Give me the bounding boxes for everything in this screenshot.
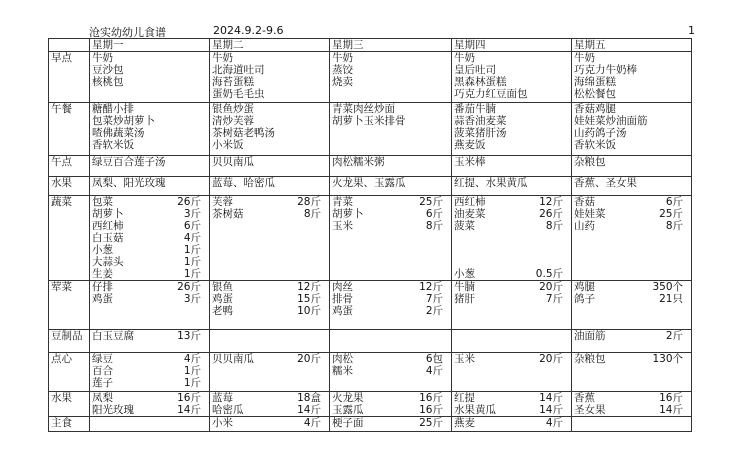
dish-name: 香软米饭 xyxy=(574,139,616,151)
row-label: 水果 xyxy=(49,392,90,417)
ingredient-quantity: 6斤 xyxy=(425,208,443,220)
ingredient-item xyxy=(332,208,449,220)
ingredient-name: 小葱 xyxy=(454,268,475,280)
meal-row xyxy=(49,177,692,196)
meal-row xyxy=(49,156,692,177)
meal-cell: 红提、水果黄瓜 xyxy=(452,177,572,196)
dish-name: 山药鸽子汤 xyxy=(574,127,627,139)
ingredient-cell xyxy=(330,281,452,330)
dish-name: 核桃包 xyxy=(92,76,124,88)
menu-table xyxy=(48,38,692,432)
meal-cell: 香蕉、圣女果 xyxy=(572,177,692,196)
ingredient-cell xyxy=(330,392,452,417)
ingredient-name: 梗子面 xyxy=(332,417,364,429)
ingredient-item xyxy=(212,305,327,317)
ingredient-item xyxy=(454,404,569,416)
ingredient-name: 银鱼 xyxy=(212,281,233,293)
dish-name: 烧卖 xyxy=(332,76,353,88)
meal-cell: 凤梨、阳光玫瑰 xyxy=(90,177,210,196)
ingredient-quantity: 1斤 xyxy=(183,365,201,377)
ingredient-quantity: 350个 xyxy=(652,281,683,293)
ingredient-item xyxy=(212,281,327,293)
ingredient-quantity: 25斤 xyxy=(419,196,443,208)
dish-name: 松松餐包 xyxy=(574,88,616,100)
meal-cell xyxy=(90,52,210,103)
ingredient-quantity: 21只 xyxy=(659,293,683,305)
meal-cell xyxy=(210,103,330,156)
ingredient-name: 芙蓉 xyxy=(212,196,233,208)
ingredient-name: 水果黄瓜 xyxy=(454,404,496,416)
dish-name: 包菜炒胡萝卜 xyxy=(92,115,155,127)
ingredient-quantity: 6斤 xyxy=(665,196,683,208)
ingredient-item xyxy=(92,330,207,342)
meal-cell xyxy=(572,52,692,103)
ingredient-quantity: 12斤 xyxy=(539,196,563,208)
row-label: 点心 xyxy=(49,353,90,392)
meal-cell xyxy=(90,103,210,156)
ingredient-cell xyxy=(210,417,330,432)
ingredient-cell xyxy=(330,417,452,432)
ingredient-cell xyxy=(330,330,452,353)
ingredient-item xyxy=(92,268,207,280)
ingredient-name: 香菇 xyxy=(574,196,595,208)
day-header: 星期四 xyxy=(452,39,572,52)
ingredient-item xyxy=(332,392,449,404)
dish-name: 北海道吐司 xyxy=(212,64,265,76)
ingredient-cell xyxy=(572,196,692,281)
page-header xyxy=(0,0,732,38)
ingredient-item xyxy=(92,196,207,208)
ingredient-cell xyxy=(452,281,572,330)
ingredient-name: 蓝莓 xyxy=(212,392,233,404)
ingredient-item xyxy=(574,330,689,342)
ingredient-name: 凤梨 xyxy=(92,392,113,404)
dish-name: 银鱼炒蛋 xyxy=(212,103,254,115)
ingredient-quantity: 8斤 xyxy=(665,220,683,232)
ingredient-quantity: 4斤 xyxy=(183,353,201,365)
ingredient-item xyxy=(332,353,449,365)
ingredient-quantity: 14斤 xyxy=(297,404,321,416)
ingredient-name: 小葱 xyxy=(92,244,113,256)
dish-name: 喳佛蔬菜汤 xyxy=(92,127,145,139)
dish-name: 青菜肉丝炒面 xyxy=(332,103,395,115)
ingredient-name: 茶树菇 xyxy=(212,208,244,220)
ingredient-quantity: 6包 xyxy=(425,353,443,365)
ingredient-item xyxy=(92,244,207,256)
dish-name: 牛奶 xyxy=(454,52,475,64)
ingredient-item xyxy=(92,293,207,305)
ingredient-name: 哈密瓜 xyxy=(212,404,244,416)
ingredient-name: 玉露瓜 xyxy=(332,404,364,416)
ingredient-name: 火龙果 xyxy=(332,392,364,404)
ingredient-name: 玉米 xyxy=(454,353,475,365)
ingredient-name: 牛腩 xyxy=(454,281,475,293)
ingredient-item xyxy=(92,208,207,220)
ingredient-cell xyxy=(90,353,210,392)
ingredient-cell xyxy=(90,417,210,432)
ingredient-item xyxy=(332,196,449,208)
ingredient-name: 肉丝 xyxy=(332,281,353,293)
ingredient-item xyxy=(454,220,569,232)
ingredient-quantity: 1斤 xyxy=(183,256,201,268)
ingredient-name: 包菜 xyxy=(92,196,113,208)
dish-name: 糖醋小排 xyxy=(92,103,134,115)
ingredient-item xyxy=(332,281,449,293)
ingredient-quantity: 3斤 xyxy=(183,208,201,220)
row-label: 午点 xyxy=(49,156,90,177)
ingredient-item xyxy=(92,281,207,293)
day-header-row xyxy=(49,39,692,52)
ingredient-cell xyxy=(330,196,452,281)
row-label: 水果 xyxy=(49,177,90,196)
ingredient-quantity: 25斤 xyxy=(659,208,683,220)
dish-name: 牛奶 xyxy=(92,52,113,64)
dish-name: 牛奶 xyxy=(332,52,353,64)
ingredient-item xyxy=(332,417,449,429)
meal-cell: 杂粮包 xyxy=(572,156,692,177)
ingredient-name: 玉米 xyxy=(332,220,353,232)
ingredient-cell xyxy=(572,417,692,432)
meal-cell xyxy=(330,103,452,156)
ingredient-item xyxy=(454,417,569,429)
ingredient-name: 圣女果 xyxy=(574,404,606,416)
ingredient-quantity: 4斤 xyxy=(303,417,321,429)
ingredient-quantity: 14斤 xyxy=(659,404,683,416)
meal-cell xyxy=(452,103,572,156)
ingredient-quantity: 25斤 xyxy=(419,417,443,429)
ingredient-name: 白玉豆腐 xyxy=(92,330,134,342)
ingredient-name: 阳光玫瑰 xyxy=(92,404,134,416)
ingredient-item xyxy=(92,353,207,365)
ingredient-item xyxy=(332,365,449,377)
ingredient-quantity xyxy=(563,232,569,244)
ingredient-cell xyxy=(572,353,692,392)
meal-row xyxy=(49,52,692,103)
dish-name: 巧克力红豆面包 xyxy=(454,88,528,100)
ingredient-name: 香蕉 xyxy=(574,392,595,404)
ingredient-cell xyxy=(572,330,692,353)
ingredient-item xyxy=(212,353,327,365)
ingredient-name: 肉松 xyxy=(332,353,353,365)
meal-cell xyxy=(452,52,572,103)
row-label: 蔬菜 xyxy=(49,196,90,281)
ingredient-cell xyxy=(90,330,210,353)
ingredient-name: 菠菜 xyxy=(454,220,475,232)
ingredient-cell xyxy=(330,353,452,392)
ingredient-item xyxy=(454,196,569,208)
ingredient-name: 鸡腿 xyxy=(574,281,595,293)
day-header: 星期三 xyxy=(330,39,452,52)
ingredient-quantity: 14斤 xyxy=(539,404,563,416)
ingredient-cell xyxy=(210,330,330,353)
ingredient-item xyxy=(212,196,327,208)
ingredient-item xyxy=(574,404,689,416)
ingredient-item xyxy=(92,220,207,232)
dish-name: 胡萝卜玉米排骨 xyxy=(332,115,406,127)
ingredient-quantity: 16斤 xyxy=(177,392,201,404)
ingredient-cell xyxy=(572,392,692,417)
ingredient-item xyxy=(454,244,569,256)
ingredient-quantity: 16斤 xyxy=(659,392,683,404)
dish-name: 豆沙包 xyxy=(92,64,124,76)
ingredient-row xyxy=(49,196,692,281)
ingredient-name: 油面筋 xyxy=(574,330,606,342)
ingredient-quantity: 1斤 xyxy=(183,377,201,389)
ingredient-item xyxy=(332,220,449,232)
meal-cell: 贝贝南瓜 xyxy=(210,156,330,177)
ingredient-quantity: 1斤 xyxy=(183,244,201,256)
ingredient-item xyxy=(574,196,689,208)
dish-name: 小米饭 xyxy=(212,139,244,151)
ingredient-quantity: 2斤 xyxy=(665,330,683,342)
dish-name: 巧克力牛奶棒 xyxy=(574,64,637,76)
ingredient-cell xyxy=(90,392,210,417)
menu-table-body xyxy=(49,39,692,432)
ingredient-name: 糯米 xyxy=(332,365,353,377)
dish-name: 海绵蛋糕 xyxy=(574,76,616,88)
dish-name: 牛奶 xyxy=(212,52,233,64)
ingredient-row xyxy=(49,392,692,417)
document-title: 沧实幼幼儿食谱 xyxy=(89,26,166,39)
dish-name: 黑森林蛋糕 xyxy=(454,76,507,88)
row-label: 午餐 xyxy=(49,103,90,156)
ingredient-item xyxy=(212,417,327,429)
ingredient-item xyxy=(212,404,327,416)
ingredient-quantity xyxy=(563,244,569,256)
ingredient-item xyxy=(92,256,207,268)
ingredient-quantity: 20斤 xyxy=(297,353,321,365)
ingredient-quantity: 15斤 xyxy=(297,293,321,305)
ingredient-item xyxy=(92,377,207,389)
ingredient-quantity: 28斤 xyxy=(297,196,321,208)
dish-name: 香软米饭 xyxy=(92,139,134,151)
ingredient-quantity: 12斤 xyxy=(297,281,321,293)
ingredient-quantity: 6斤 xyxy=(183,220,201,232)
dish-name: 娃娃菜炒油面筋 xyxy=(574,115,648,127)
ingredient-cell xyxy=(452,392,572,417)
ingredient-item xyxy=(332,305,449,317)
ingredient-row xyxy=(49,281,692,330)
ingredient-quantity: 26斤 xyxy=(177,281,201,293)
ingredient-item xyxy=(92,232,207,244)
meal-cell: 肉松糯米粥 xyxy=(330,156,452,177)
ingredient-quantity: 14斤 xyxy=(177,404,201,416)
ingredient-name: 山药 xyxy=(574,220,595,232)
row-label: 豆制品 xyxy=(49,330,90,353)
ingredient-name: 小米 xyxy=(212,417,233,429)
ingredient-row xyxy=(49,417,692,432)
ingredient-name: 白玉菇 xyxy=(92,232,124,244)
page-number: 1 xyxy=(688,24,695,37)
dish-name: 番茄牛腩 xyxy=(454,103,496,115)
ingredient-name: 鸡蛋 xyxy=(92,293,113,305)
dish-name: 蒸饺 xyxy=(332,64,353,76)
meal-cell xyxy=(572,103,692,156)
ingredient-cell xyxy=(210,392,330,417)
ingredient-name: 鸡蛋 xyxy=(332,305,353,317)
ingredient-name: 莲子 xyxy=(92,377,113,389)
ingredient-name: 胡萝卜 xyxy=(92,208,124,220)
ingredient-item xyxy=(92,365,207,377)
ingredient-name: 大蒜头 xyxy=(92,256,124,268)
ingredient-name: 绿豆 xyxy=(92,353,113,365)
ingredient-item xyxy=(454,293,569,305)
day-header: 星期一 xyxy=(90,39,210,52)
ingredient-quantity: 26斤 xyxy=(177,196,201,208)
ingredient-cell xyxy=(572,281,692,330)
ingredient-item xyxy=(454,232,569,244)
ingredient-name: 胡萝卜 xyxy=(332,208,364,220)
day-header: 星期五 xyxy=(572,39,692,52)
ingredient-cell xyxy=(452,417,572,432)
ingredient-item xyxy=(92,392,207,404)
meal-cell: 绿豆百合莲子汤 xyxy=(90,156,210,177)
ingredient-quantity: 130个 xyxy=(652,353,683,365)
ingredient-item xyxy=(92,404,207,416)
ingredient-name: 杂粮包 xyxy=(574,353,606,365)
dish-name: 香菇鸡腿 xyxy=(574,103,616,115)
ingredient-name: 生姜 xyxy=(92,268,113,280)
ingredient-quantity: 18盒 xyxy=(297,392,321,404)
ingredient-name: 西红柿 xyxy=(92,220,124,232)
ingredient-name: 鸡蛋 xyxy=(212,293,233,305)
ingredient-item xyxy=(574,208,689,220)
ingredient-item xyxy=(454,268,569,280)
ingredient-cell xyxy=(90,196,210,281)
ingredient-name: 燕麦 xyxy=(454,417,475,429)
ingredient-item xyxy=(454,353,569,365)
ingredient-quantity: 8斤 xyxy=(303,208,321,220)
ingredient-cell xyxy=(452,330,572,353)
ingredient-item xyxy=(454,256,569,268)
ingredient-item xyxy=(454,208,569,220)
meal-cell: 蓝莓、哈密瓜 xyxy=(210,177,330,196)
ingredient-quantity: 16斤 xyxy=(419,404,443,416)
ingredient-quantity: 7斤 xyxy=(425,293,443,305)
ingredient-item xyxy=(454,392,569,404)
ingredient-name: 排骨 xyxy=(332,293,353,305)
day-header: 星期二 xyxy=(210,39,330,52)
ingredient-name: 红提 xyxy=(454,392,475,404)
ingredient-name: 娃娃菜 xyxy=(574,208,606,220)
ingredient-name: 猪肝 xyxy=(454,293,475,305)
dish-name: 皇后吐司 xyxy=(454,64,496,76)
ingredient-item xyxy=(574,281,689,293)
meal-row xyxy=(49,103,692,156)
ingredient-item xyxy=(212,392,327,404)
ingredient-item xyxy=(332,404,449,416)
ingredient-quantity: 13斤 xyxy=(177,330,201,342)
ingredient-quantity: 0.5斤 xyxy=(535,268,563,280)
row-label: 主食 xyxy=(49,417,90,432)
ingredient-quantity: 4斤 xyxy=(183,232,201,244)
ingredient-name: 百合 xyxy=(92,365,113,377)
ingredient-item xyxy=(454,281,569,293)
ingredient-item xyxy=(574,392,689,404)
ingredient-quantity: 12斤 xyxy=(419,281,443,293)
ingredient-name: 西红柿 xyxy=(454,196,486,208)
dish-name: 清炒芙蓉 xyxy=(212,115,254,127)
dish-name: 蒜香油麦菜 xyxy=(454,115,507,127)
ingredient-item xyxy=(212,208,327,220)
ingredient-name: 贝贝南瓜 xyxy=(212,353,254,365)
ingredient-item xyxy=(574,353,689,365)
meal-cell: 火龙果、玉露瓜 xyxy=(330,177,452,196)
dish-name: 菠菜猪肝汤 xyxy=(454,127,507,139)
ingredient-quantity: 3斤 xyxy=(183,293,201,305)
ingredient-quantity: 20斤 xyxy=(539,353,563,365)
meal-cell xyxy=(330,52,452,103)
ingredient-cell xyxy=(452,196,572,281)
ingredient-cell xyxy=(210,281,330,330)
dish-name: 茶树菇老鸭汤 xyxy=(212,127,275,139)
ingredient-quantity: 7斤 xyxy=(545,293,563,305)
ingredient-quantity: 4斤 xyxy=(425,365,443,377)
ingredient-name: 青菜 xyxy=(332,196,353,208)
ingredient-quantity: 10斤 xyxy=(297,305,321,317)
ingredient-cell xyxy=(452,353,572,392)
ingredient-quantity: 8斤 xyxy=(545,220,563,232)
meal-cell xyxy=(210,52,330,103)
ingredient-row xyxy=(49,353,692,392)
ingredient-name: 油麦菜 xyxy=(454,208,486,220)
ingredient-cell xyxy=(210,353,330,392)
ingredient-quantity: 26斤 xyxy=(539,208,563,220)
ingredient-row xyxy=(49,330,692,353)
ingredient-item xyxy=(574,220,689,232)
ingredient-quantity: 4斤 xyxy=(545,417,563,429)
ingredient-quantity: 20斤 xyxy=(539,281,563,293)
ingredient-cell xyxy=(210,196,330,281)
ingredient-item xyxy=(332,293,449,305)
date-range: 2024.9.2-9.6 xyxy=(213,24,284,37)
dish-name: 牛奶 xyxy=(574,52,595,64)
ingredient-quantity: 16斤 xyxy=(419,392,443,404)
ingredient-quantity: 14斤 xyxy=(539,392,563,404)
ingredient-name: 老鸭 xyxy=(212,305,233,317)
ingredient-item xyxy=(574,293,689,305)
ingredient-name: 鸽子 xyxy=(574,293,595,305)
row-label: 荤菜 xyxy=(49,281,90,330)
dish-name: 燕麦饭 xyxy=(454,139,486,151)
meal-cell: 玉米棒 xyxy=(452,156,572,177)
ingredient-cell xyxy=(90,281,210,330)
ingredient-quantity: 1斤 xyxy=(183,268,201,280)
dish-name: 蛋奶毛毛虫 xyxy=(212,88,265,100)
ingredient-quantity: 8斤 xyxy=(425,220,443,232)
ingredient-quantity xyxy=(563,256,569,268)
row-label: 早点 xyxy=(49,52,90,103)
corner-cell xyxy=(49,39,90,52)
ingredient-item xyxy=(212,293,327,305)
ingredient-name: 仔排 xyxy=(92,281,113,293)
ingredient-quantity: 2斤 xyxy=(425,305,443,317)
dish-name: 海苔蛋糕 xyxy=(212,76,254,88)
